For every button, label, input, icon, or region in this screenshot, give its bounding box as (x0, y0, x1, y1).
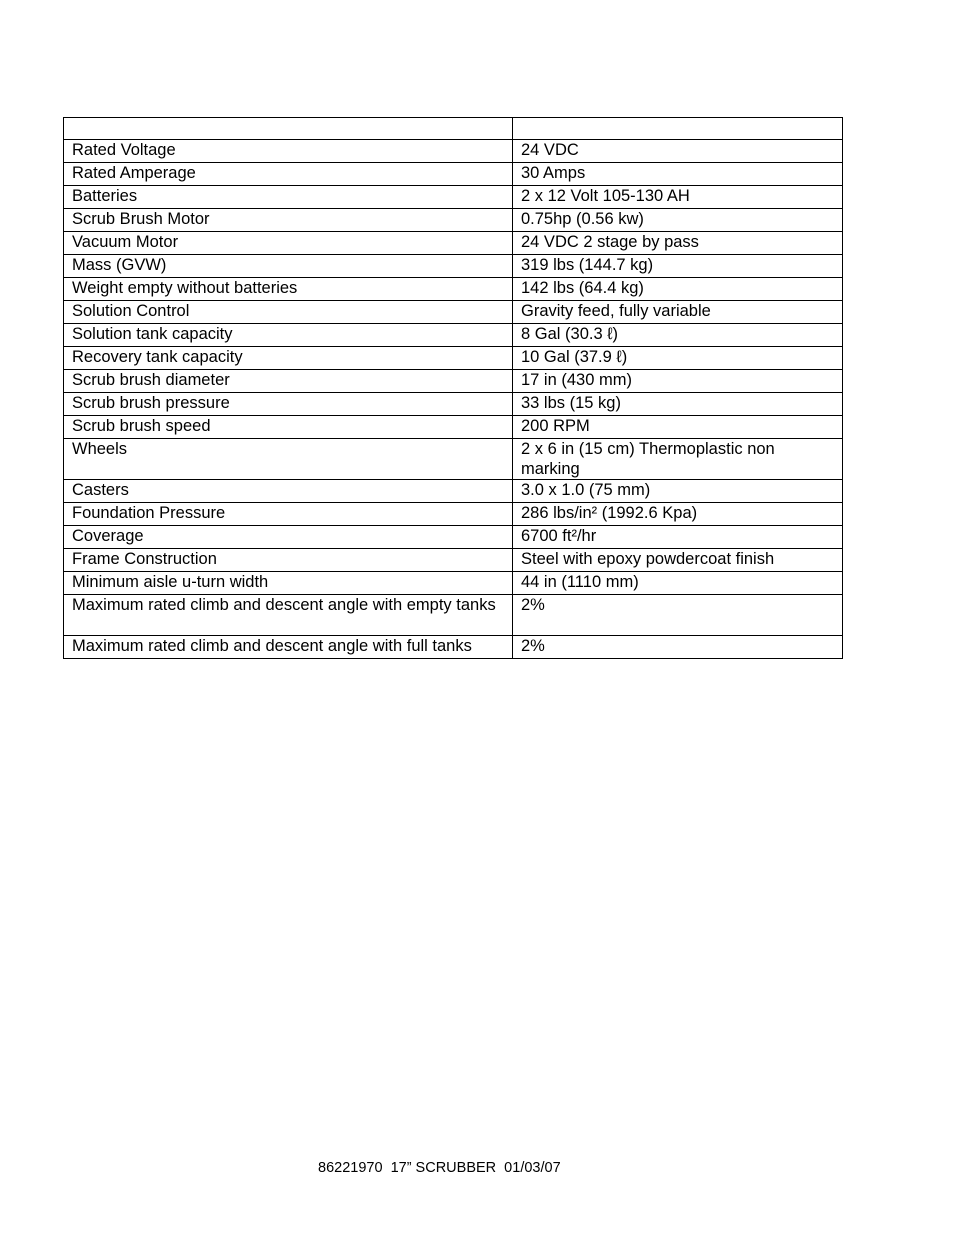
spec-label: Rated Amperage (64, 163, 513, 186)
spec-label: Rated Voltage (64, 140, 513, 163)
spec-label: Solution Control (64, 301, 513, 324)
table-row (64, 480, 843, 503)
table-row (64, 301, 843, 324)
table-row (64, 163, 843, 186)
table-row (64, 370, 843, 393)
table-row (64, 526, 843, 549)
spec-value: 142 lbs (64.4 kg) (513, 278, 843, 301)
spec-value: Steel with epoxy powdercoat finish (513, 549, 843, 572)
table-row (64, 439, 843, 480)
table-row (64, 572, 843, 595)
spec-label: Minimum aisle u-turn width (64, 572, 513, 595)
specifications-table (63, 117, 843, 659)
table-row (64, 209, 843, 232)
spec-label: Coverage (64, 526, 513, 549)
spec-label: Wheels (64, 439, 513, 480)
spec-label: Recovery tank capacity (64, 347, 513, 370)
spec-value: 8 Gal (30.3 ℓ) (513, 324, 843, 347)
spec-label: Foundation Pressure (64, 503, 513, 526)
table-row (64, 347, 843, 370)
table-row (64, 278, 843, 301)
table-row (64, 549, 843, 572)
table-row (64, 503, 843, 526)
table-row (64, 393, 843, 416)
spec-label: Scrub brush diameter (64, 370, 513, 393)
table-row (64, 255, 843, 278)
table-header-row (64, 118, 843, 140)
spec-value: 319 lbs (144.7 kg) (513, 255, 843, 278)
spec-value: 200 RPM (513, 416, 843, 439)
table-row (64, 636, 843, 659)
table-row (64, 416, 843, 439)
spec-label: Mass (GVW) (64, 255, 513, 278)
spec-label: Frame Construction (64, 549, 513, 572)
spec-label: Casters (64, 480, 513, 503)
spec-value: 17 in (430 mm) (513, 370, 843, 393)
spec-label: Maximum rated climb and descent angle with full tanks (64, 636, 513, 659)
spec-value: 33 lbs (15 kg) (513, 393, 843, 416)
spec-value: 24 VDC (513, 140, 843, 163)
spec-label: Scrub Brush Motor (64, 209, 513, 232)
spec-value: 3.0 x 1.0 (75 mm) (513, 480, 843, 503)
table-row (64, 595, 843, 636)
header-cell-value (513, 118, 843, 140)
spec-value: 44 in (1110 mm) (513, 572, 843, 595)
spec-label: Vacuum Motor (64, 232, 513, 255)
spec-value: 24 VDC 2 stage by pass (513, 232, 843, 255)
table-row (64, 232, 843, 255)
table-row (64, 324, 843, 347)
spec-value: 286 lbs/in² (1992.6 Kpa) (513, 503, 843, 526)
spec-value: 6700 ft²/hr (513, 526, 843, 549)
spec-label: Batteries (64, 186, 513, 209)
spec-value: 0.75hp (0.56 kw) (513, 209, 843, 232)
spec-label: Solution tank capacity (64, 324, 513, 347)
spec-value: 30 Amps (513, 163, 843, 186)
spec-value: 2 x 6 in (15 cm) Thermoplastic non marking (513, 439, 843, 480)
spec-value: Gravity feed, fully variable (513, 301, 843, 324)
spec-value: 2% (513, 636, 843, 659)
spec-value: 10 Gal (37.9 ℓ) (513, 347, 843, 370)
spec-label: Scrub brush pressure (64, 393, 513, 416)
spec-value: 2% (513, 595, 843, 636)
table-row (64, 140, 843, 163)
spec-label: Maximum rated climb and descent angle with empty tanks (64, 595, 513, 636)
header-cell-label (64, 118, 513, 140)
page-footer: 86221970 17” SCRUBBER 01/03/07 (318, 1160, 561, 1176)
spec-label: Weight empty without batteries (64, 278, 513, 301)
table-row (64, 186, 843, 209)
spec-value: 2 x 12 Volt 105-130 AH (513, 186, 843, 209)
spec-label: Scrub brush speed (64, 416, 513, 439)
